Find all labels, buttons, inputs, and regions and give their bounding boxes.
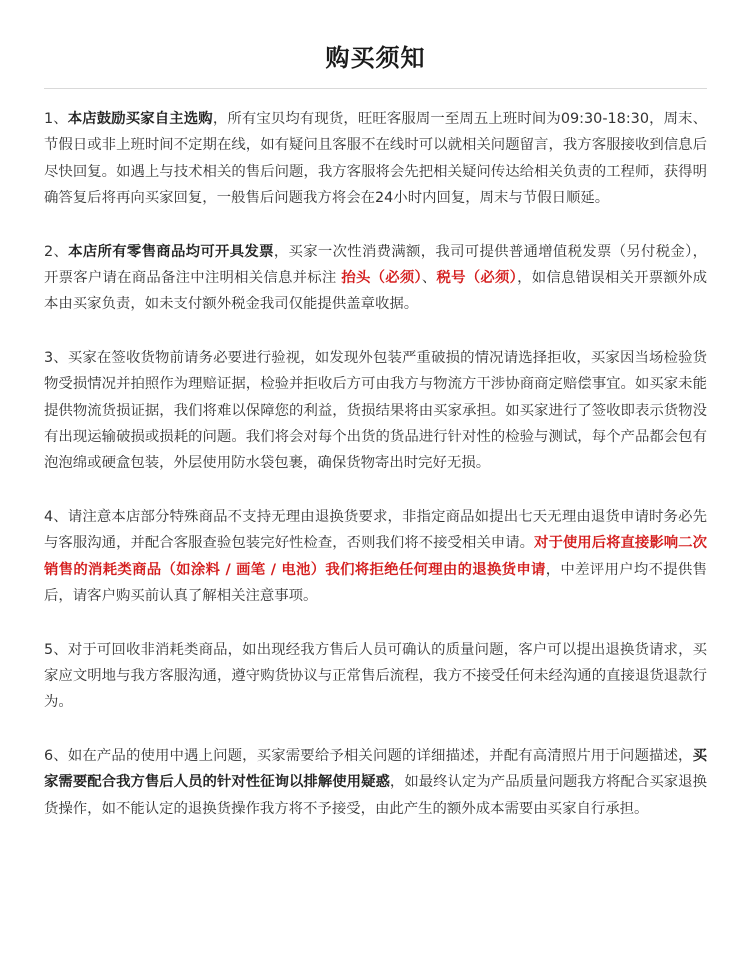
notice-section-4 bbox=[44, 504, 707, 610]
section-text: 5、对于可回收非消耗类商品，如出现经我方售后人员可确认的质量问题，客户可以提出退换货请求，买家应文明地与我方客服沟通，遵守购货协议与正常售后流程，我方不接受任何未经沟通的直接退货退款行为。 bbox=[44, 641, 707, 711]
section-text: ，买家一次性消费满额，我司可提供普通增值税发票（另付税金），开票客户请在商品备注中注明相关信息并标注 bbox=[44, 243, 707, 287]
notice-section-3 bbox=[44, 345, 707, 477]
section-text: ，如最终认定为产品质量问题我方将配合买家退换货操作，如不能认定的退换货操作我方将不予接受，由此产生的额外成本需要由买家自行承担。 bbox=[44, 774, 707, 817]
notice-section-2 bbox=[44, 239, 707, 318]
separator-text: 、 bbox=[421, 270, 437, 287]
section-text: 3、买家在签收货物前请务必要进行验视，如发现外包装严重破损的情况请选择拒收，买家因当场检验货物受损情况并拍照作为理赔证据，检验并拒收后方可由我方与物流方干涉协商商定赔偿事宜。如买家未能提供物流货损证据，我们将难以保障您的利益，货损结果将由买家承担。如买家进行了签收即表示货物没有出现运输破损或损耗的问题。我们将会对每个出货的货品进行针对性的检验与测试，每个产品都会包有泡泡绵或硬盒包装，外层使用防水袋包裹，确保货物寄出时完好无损。 bbox=[44, 349, 707, 472]
notice-section-5 bbox=[44, 637, 707, 716]
section-text: 6、如在产品的使用中遇上问题，买家需要给予相关问题的详细描述，并配有高清照片用于问题描述， bbox=[44, 747, 693, 764]
notice-sections bbox=[44, 106, 707, 822]
section-text: ，如信息错误相关开票额外成本由买家负责，如未支付额外税金我司仅能提供盖章收据。 bbox=[44, 270, 707, 313]
section-highlight: 本店所有零售商品均可开具发票 bbox=[68, 243, 274, 260]
section-text: ，所有宝贝均有现货，旺旺客服周一至周五上班时间为09:30-18:30，周末、节假日或非上班时间不定期在线，如有疑问且客服不在线时可以就相关问题留言，我方客服接收到信息后尽快回复。如遇上与技术相关的售后问题，我方客服将会先把相关疑问传达给相关负责的工程师，获得明确答复后将再向买家回复，一般售后问题我方将会在24小时内回复，周末与节假日顺延。 bbox=[44, 111, 708, 207]
notice-section-6 bbox=[44, 743, 707, 822]
section-highlight: 买家需要配合我方售后人员的针对性征询以排解使用疑惑 bbox=[44, 747, 707, 791]
section-text: ，中差评用户均不提供售后，请客户购买前认真了解相关注意事项。 bbox=[44, 561, 707, 605]
required-title-note: 抬头（必须） bbox=[341, 270, 422, 287]
section-text: 4、请注意本店部分特殊商品不支持无理由退换货要求，非指定商品如提出七天无理由退货申请时务必先与客服沟通，并配合客服查验包装完好性检查，否则我们将不接受相关申请。 bbox=[44, 508, 707, 552]
required-taxid-note: 税号（必须） bbox=[436, 270, 518, 287]
section-number: 1、 bbox=[44, 111, 68, 127]
title-divider bbox=[44, 88, 707, 89]
section-number: 2、 bbox=[44, 243, 69, 260]
page-title: 购买须知 bbox=[325, 44, 426, 72]
section-highlight: 本店鼓励买家自主选购 bbox=[67, 111, 213, 127]
no-return-warning: 对于使用后将直接影响二次销售的消耗类商品（如涂料 / 画笔 / 电池）我们将拒绝任何理由的退换货申请 bbox=[44, 535, 707, 578]
notice-section-1 bbox=[44, 106, 707, 212]
